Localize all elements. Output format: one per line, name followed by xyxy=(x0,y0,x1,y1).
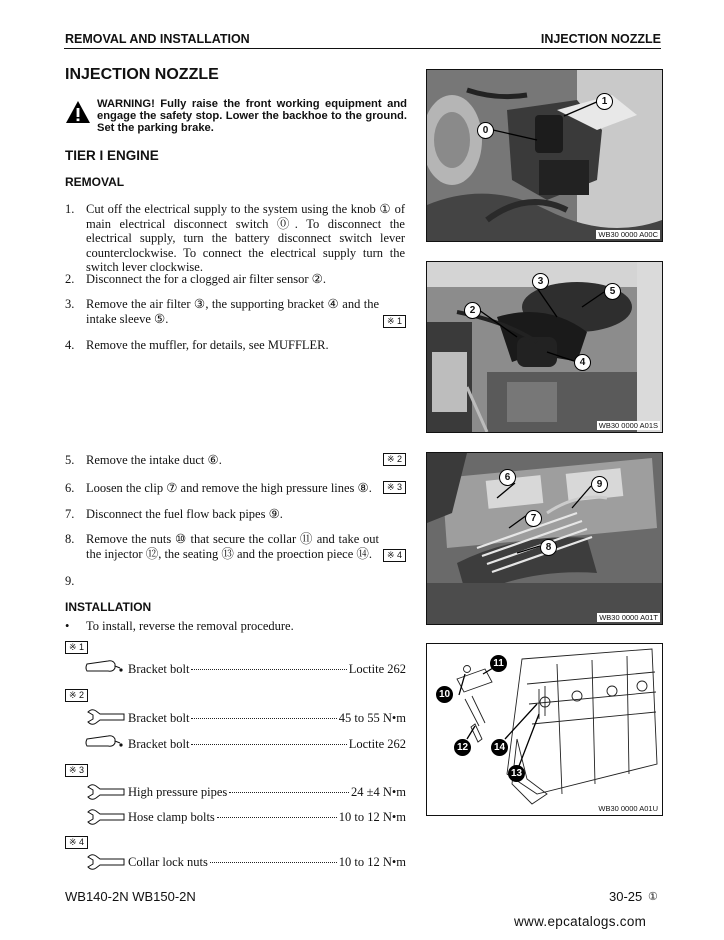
step-number: 8. xyxy=(65,532,75,546)
figure-callout: 8 xyxy=(540,539,557,556)
ref-label-1: ※ 1 xyxy=(65,641,88,654)
spec-leader xyxy=(191,718,336,719)
ref-mark-4: ※ 4 xyxy=(383,549,406,562)
figure-callout: 4 xyxy=(574,354,591,371)
spec-row xyxy=(128,855,406,870)
spec-leader xyxy=(217,817,337,818)
figure-injector-diagram xyxy=(426,643,663,816)
figure-photo xyxy=(427,453,662,624)
figure-caption: WB30 0000 A01U xyxy=(598,804,658,813)
step-number: 1. xyxy=(65,202,75,216)
figure-callout: 1 xyxy=(596,93,613,110)
wrench-icon xyxy=(86,853,126,871)
step-number: 2. xyxy=(65,272,75,286)
step-4 xyxy=(65,338,405,353)
ref-label-3: ※ 3 xyxy=(65,764,88,777)
step-2 xyxy=(65,272,405,287)
step-1 xyxy=(65,202,405,275)
header-section: REMOVAL AND INSTALLATION xyxy=(65,32,250,46)
figure-callout: 2 xyxy=(464,302,481,319)
wrench-icon xyxy=(86,783,126,801)
figure-caption: WB30 0000 A01T xyxy=(599,613,658,622)
header-title: INJECTION NOZZLE xyxy=(540,32,661,46)
spec-row xyxy=(128,737,406,752)
step-number: 7. xyxy=(65,507,75,521)
step-text: Disconnect the fuel flow back pipes ⑨. xyxy=(86,507,283,521)
installation-bullet: To install, reverse the removal procedure. xyxy=(86,619,294,633)
step-text: Loosen the clip ⑦ and remove the high pressure lines ⑧. xyxy=(86,481,372,495)
spec-name: High pressure pipes xyxy=(128,785,228,799)
engine-heading: TIER I ENGINE xyxy=(65,148,159,163)
spec-name: Bracket bolt xyxy=(128,711,190,725)
step-text: Cut off the electrical supply to the system using the knob ① of main electrical disconnect switch ⓪. To disconnect the electrical supply, turn the battery disconnect switch lever counterclockwise. To connect the electrical supply turn the switch lever clockwise. xyxy=(86,202,405,274)
ref-mark-3: ※ 3 xyxy=(383,481,406,494)
figure-callout: 10 xyxy=(436,686,453,703)
ref-label-2: ※ 2 xyxy=(65,689,88,702)
figure-callout: 11 xyxy=(490,655,507,672)
watermark-link[interactable]: www.epcatalogs.com xyxy=(514,914,647,929)
figure-callout: 12 xyxy=(454,739,471,756)
page-title: INJECTION NOZZLE xyxy=(65,66,219,83)
figure-photo xyxy=(427,70,662,241)
footer-page-number: 30-25 xyxy=(609,889,643,904)
footer-models: WB140-2N WB150-2N xyxy=(65,889,196,904)
wrench-icon xyxy=(86,808,126,826)
figure-callout: 6 xyxy=(499,469,516,486)
spec-name: Bracket bolt xyxy=(128,662,190,676)
spec-value: 45 to 55 N•m xyxy=(338,711,406,725)
footer-page-mark: ① xyxy=(648,891,658,903)
spec-leader xyxy=(191,669,346,670)
spec-leader xyxy=(229,792,349,793)
spec-row xyxy=(128,810,406,825)
figure-callout: 13 xyxy=(508,765,525,782)
wrench-icon xyxy=(86,708,126,726)
figure-callout: 9 xyxy=(591,476,608,493)
warning-text: WARNING! Fully raise the front working equipment and engage the safety stop. Lower the backhoe to the ground. Set the parking brake. xyxy=(97,98,407,134)
figure-caption: WB30 0000 A01S xyxy=(598,421,658,430)
spec-name: Hose clamp bolts xyxy=(128,810,215,824)
figure-injection-pump xyxy=(426,452,663,625)
figure-callout: 14 xyxy=(491,739,508,756)
removal-heading: REMOVAL xyxy=(65,175,125,189)
figure-callout: 0 xyxy=(477,122,494,139)
step-text: Remove the nuts ⑩ that secure the collar ⑪ and take out the injector ⑫, the seating ⑬ and the proection piece ⑭. xyxy=(86,532,379,561)
step-text: Remove the intake duct ⑥. xyxy=(86,453,222,467)
spec-row xyxy=(128,711,406,726)
figure-caption: WB30 0000 A00C xyxy=(598,230,658,239)
step-6 xyxy=(65,481,405,496)
step-number: 4. xyxy=(65,338,75,352)
ref-mark-1: ※ 1 xyxy=(383,315,406,328)
step-number: 9. xyxy=(65,574,75,588)
header-rule xyxy=(64,48,661,49)
step-number: 6. xyxy=(65,481,75,495)
spec-row xyxy=(128,785,406,800)
spec-row xyxy=(128,662,406,677)
spec-name: Collar lock nuts xyxy=(128,855,208,869)
spec-value: Loctite 262 xyxy=(348,662,406,676)
ref-label-4: ※ 4 xyxy=(65,836,88,849)
step-7 xyxy=(65,507,405,522)
figure-callout: 5 xyxy=(604,283,621,300)
spec-value: 10 to 12 N•m xyxy=(338,855,406,869)
loctite-icon xyxy=(84,733,124,755)
spec-value: Loctite 262 xyxy=(348,737,406,751)
figure-air-filter xyxy=(426,261,663,433)
ref-mark-2: ※ 2 xyxy=(383,453,406,466)
spec-name: Bracket bolt xyxy=(128,737,190,751)
step-text: Remove the muffler, for details, see MUFFLER. xyxy=(86,338,329,352)
spec-value: 10 to 12 N•m xyxy=(338,810,406,824)
spec-leader xyxy=(210,862,337,863)
step-number: 5. xyxy=(65,453,75,467)
step-5 xyxy=(65,453,405,468)
installation-bullet-dot: • xyxy=(65,619,70,633)
step-text: Remove the air filter ③, the supporting bracket ④ and the intake sleeve ⑤. xyxy=(86,297,379,326)
loctite-icon xyxy=(84,658,124,680)
step-3 xyxy=(65,297,405,326)
spec-value: 24 ±4 N•m xyxy=(351,785,406,799)
warning-icon xyxy=(65,100,91,124)
step-text: Disconnect the for a clogged air filter sensor ②. xyxy=(86,272,326,286)
step-8 xyxy=(65,532,405,561)
figure-callout: 7 xyxy=(525,510,542,527)
spec-leader xyxy=(191,744,346,745)
installation-heading: INSTALLATION xyxy=(65,600,152,614)
figure-drawing xyxy=(427,644,662,815)
step-number: 3. xyxy=(65,297,75,311)
figure-callout: 3 xyxy=(532,273,549,290)
figure-battery-switch xyxy=(426,69,663,242)
